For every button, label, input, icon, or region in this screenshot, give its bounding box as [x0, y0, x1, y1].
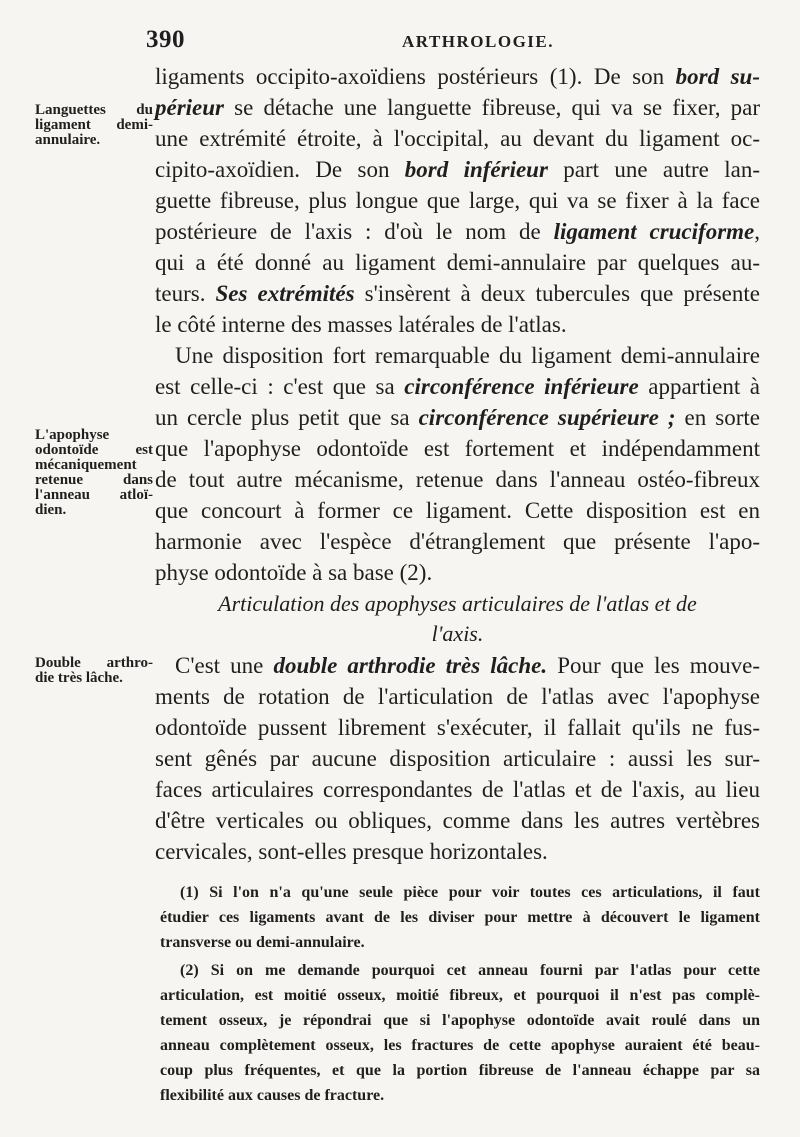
- body-line: un cercle plus petit que sa circonférence supérieure ; en sorte: [155, 405, 760, 430]
- margin-note-line: retenue dans: [35, 472, 153, 488]
- body-line: ments de rotation de l'articulation de l'atlas avec l'apophyse: [155, 684, 760, 709]
- footnote-line: anneau complètement osseux, les fractures de cette apophyse auraient été beau-: [160, 1037, 760, 1054]
- margin-note-line: Double arthro-: [35, 655, 153, 671]
- body-line: physe odontoïde à sa base (2).: [155, 560, 433, 585]
- body-line: teurs. Ses extrémités s'insèrent à deux tubercules que présente: [155, 281, 760, 306]
- body-line: faces articulaires correspondantes de l'atlas et de l'axis, au lieu: [155, 777, 760, 802]
- footnote-line: transverse ou demi-annulaire.: [160, 934, 365, 951]
- margin-note-apophyse: [35, 428, 153, 518]
- body-line: cervicales, sont-elles presque horizontales.: [155, 839, 548, 864]
- margin-note-double-arthrodie: [35, 656, 153, 686]
- body-line: que l'apophyse odontoïde est fortement et indépendamment: [155, 436, 760, 461]
- margin-note-line: mécaniquement: [35, 457, 137, 473]
- body-line: de tout autre mécanisme, retenue dans l'anneau ostéo-fibreux: [155, 467, 760, 492]
- margin-note-line: annulaire.: [35, 132, 101, 148]
- footnote-2: (2) Si on me demande pourquoi cet anneau fourni par l'atlas pour cette: [180, 962, 760, 979]
- body-line: le côté interne des masses latérales de l'atlas.: [155, 312, 567, 337]
- margin-note-line: Languettes du: [35, 102, 153, 118]
- footnote-line: tement osseux, je répondrai que si l'apophyse odontoïde avait roulé dans un: [160, 1012, 760, 1029]
- body-line-paragraph-start: C'est une double arthrodie très lâche. Pour que les mouve-: [175, 653, 761, 678]
- body-line-paragraph-start: Une disposition fort remarquable du ligament demi-annulaire: [175, 343, 760, 368]
- body-line: ligaments occipito-axoïdiens postérieurs (1). De son bord su-: [155, 64, 761, 89]
- margin-note-languettes: [35, 103, 153, 148]
- margin-note-line: L'apophyse: [35, 427, 110, 443]
- footnote-1: (1) Si l'on n'a qu'une seule pièce pour voir toutes ces articulations, il faut: [180, 884, 760, 901]
- body-line: une extrémité étroite, à l'occipital, au devant du ligament oc-: [155, 126, 760, 151]
- body-line: périeur se détache une languette fibreuse, qui va se fixer, par: [155, 95, 760, 120]
- running-head: ARTHROLOGIE.: [402, 32, 555, 51]
- body-line: sent gênés par aucune disposition articulaire : aussi les sur-: [155, 746, 760, 771]
- section-heading: Articulation des apophyses articulaires de l'atlas et de: [218, 591, 697, 616]
- body-line: d'être verticales ou obliques, comme dans les autres vertèbres: [155, 808, 760, 833]
- margin-note-line: l'anneau atloï-: [35, 487, 153, 503]
- body-line: postérieure de l'axis : d'où le nom de ligament cruciforme,: [155, 219, 760, 244]
- body-line: odontoïde pussent librement s'exécuter, il fallait qu'ils ne fus-: [155, 715, 760, 740]
- footnote-line: articulation, est moitié osseux, moitié fibreux, et pourquoi il n'est pas complè-: [160, 987, 760, 1004]
- footnote-line: flexibilité aux causes de fracture.: [160, 1087, 385, 1104]
- margin-note-line: ligament demi-: [35, 117, 153, 133]
- margin-note-line: odontoïde est: [35, 442, 153, 458]
- margin-note-line: dien.: [35, 502, 67, 518]
- body-line: est celle-ci : c'est que sa circonférence inférieure appartient à: [155, 374, 760, 399]
- body-line: cipito-axoïdien. De son bord inférieur part une autre lan-: [155, 157, 760, 182]
- footnote-line: coup plus fréquentes, et que la portion fibreuse de l'anneau échappe par sa: [160, 1062, 760, 1079]
- margin-note-line: die très lâche.: [35, 670, 123, 686]
- footnote-line: étudier ces ligaments avant de les diviser pour mettre à découvert le ligament: [160, 909, 760, 926]
- body-line: guette fibreuse, plus longue que large, qui va se fixer à la face: [155, 188, 760, 213]
- page-number: 390: [146, 26, 185, 53]
- section-heading: l'axis.: [431, 621, 484, 646]
- body-line: qui a été donné au ligament demi-annulaire par quelques au-: [155, 250, 760, 275]
- body-line: que concourt à former ce ligament. Cette disposition est en: [155, 498, 760, 523]
- body-line: harmonie avec l'espèce d'étranglement que présente l'apo-: [155, 529, 760, 554]
- page-header: [140, 26, 760, 56]
